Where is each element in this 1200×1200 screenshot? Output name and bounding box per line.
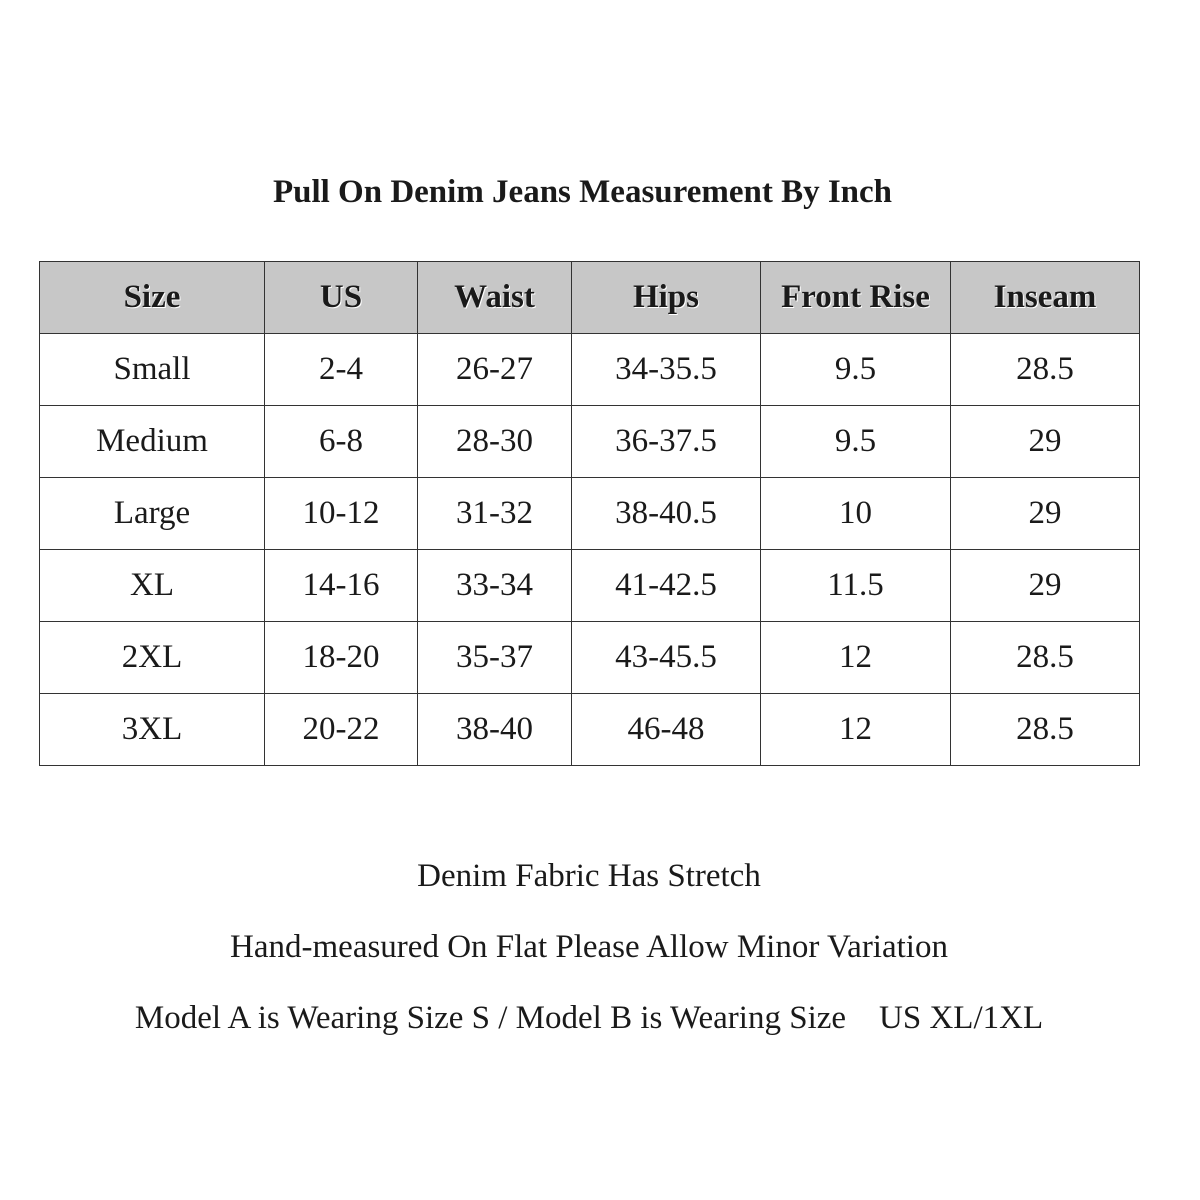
cell-inseam: 28.5 <box>951 622 1140 694</box>
cell-waist: 33-34 <box>418 550 572 622</box>
cell-hips: 41-42.5 <box>572 550 761 622</box>
note-stretch: Denim Fabric Has Stretch <box>417 858 761 894</box>
cell-size: XL <box>40 550 265 622</box>
column-header-inseam: Inseam <box>951 262 1140 334</box>
note-model-sizes: Model A is Wearing Size S / Model B is Wearing Size US XL/1XL <box>134 1000 1044 1036</box>
cell-hips: 38-40.5 <box>572 478 761 550</box>
cell-hips: 34-35.5 <box>572 334 761 406</box>
note-hand-measured: Hand-measured On Flat Please Allow Minor Variation <box>230 929 948 965</box>
column-header-size: Size <box>40 262 265 334</box>
cell-inseam: 29 <box>951 550 1140 622</box>
cell-us: 10-12 <box>265 478 418 550</box>
table-row <box>40 550 1140 622</box>
cell-us: 18-20 <box>265 622 418 694</box>
cell-hips: 43-45.5 <box>572 622 761 694</box>
table-row <box>40 622 1140 694</box>
column-header-front-rise: Front Rise <box>761 262 951 334</box>
cell-us: 2-4 <box>265 334 418 406</box>
table-row <box>40 478 1140 550</box>
cell-inseam: 28.5 <box>951 694 1140 766</box>
cell-hips: 46-48 <box>572 694 761 766</box>
table-header-row <box>40 262 1140 334</box>
cell-us: 14-16 <box>265 550 418 622</box>
cell-hips: 36-37.5 <box>572 406 761 478</box>
cell-waist: 26-27 <box>418 334 572 406</box>
size-chart-table <box>39 261 1140 766</box>
column-header-us: US <box>265 262 418 334</box>
cell-front-rise: 9.5 <box>761 406 951 478</box>
cell-us: 6-8 <box>265 406 418 478</box>
cell-waist: 28-30 <box>418 406 572 478</box>
column-header-waist: Waist <box>418 262 572 334</box>
cell-inseam: 29 <box>951 478 1140 550</box>
cell-waist: 31-32 <box>418 478 572 550</box>
table-row <box>40 334 1140 406</box>
cell-waist: 38-40 <box>418 694 572 766</box>
cell-front-rise: 10 <box>761 478 951 550</box>
cell-waist: 35-37 <box>418 622 572 694</box>
cell-front-rise: 12 <box>761 694 951 766</box>
table-row <box>40 406 1140 478</box>
cell-front-rise: 9.5 <box>761 334 951 406</box>
chart-title: Pull On Denim Jeans Measurement By Inch <box>272 174 893 210</box>
cell-size: 2XL <box>40 622 265 694</box>
cell-inseam: 29 <box>951 406 1140 478</box>
cell-size: 3XL <box>40 694 265 766</box>
table-row <box>40 694 1140 766</box>
cell-size: Large <box>40 478 265 550</box>
cell-inseam: 28.5 <box>951 334 1140 406</box>
cell-front-rise: 12 <box>761 622 951 694</box>
cell-front-rise: 11.5 <box>761 550 951 622</box>
notes-section <box>0 852 1178 1065</box>
cell-us: 20-22 <box>265 694 418 766</box>
cell-size: Small <box>40 334 265 406</box>
column-header-hips: Hips <box>572 262 761 334</box>
cell-size: Medium <box>40 406 265 478</box>
